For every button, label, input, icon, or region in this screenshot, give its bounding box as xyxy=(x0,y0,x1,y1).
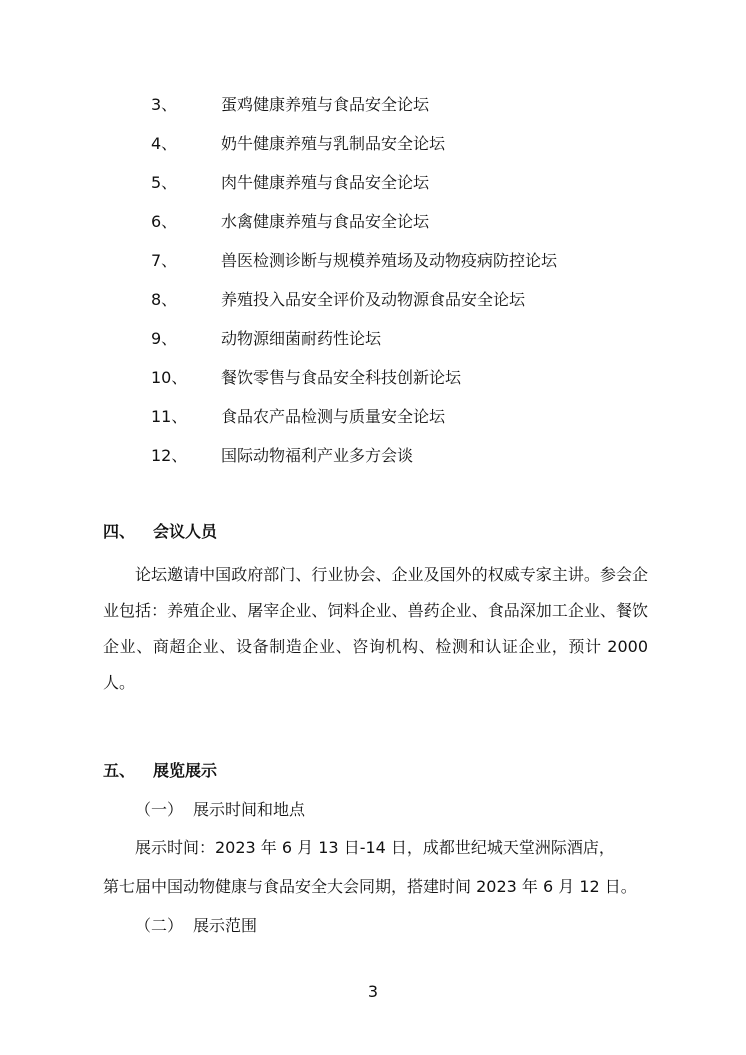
list-item-number: 12、 xyxy=(151,446,188,465)
forum-list-item xyxy=(0,247,746,275)
list-item-number: 6、 xyxy=(151,212,178,231)
body-line: 展示时间：2023 年 6 月 13 日-14 日，成都世纪城天堂洲际酒店， xyxy=(135,838,615,857)
subsection-number: （二） xyxy=(135,916,184,935)
list-item-text: 动物源细菌耐药性论坛 xyxy=(221,329,382,348)
list-item-number: 9、 xyxy=(151,329,178,348)
subsection-title: 展示时间和地点 xyxy=(193,800,306,819)
list-item-number: 3、 xyxy=(151,95,178,114)
forum-list-item xyxy=(0,325,746,353)
subsection-heading xyxy=(135,912,257,940)
section-heading xyxy=(103,518,217,546)
list-item-number: 8、 xyxy=(151,290,178,309)
forum-list-item xyxy=(0,169,746,197)
list-item-text: 养殖投入品安全评价及动物源食品安全论坛 xyxy=(221,290,526,309)
forum-list-item xyxy=(0,91,746,119)
list-item-text: 肉牛健康养殖与食品安全论坛 xyxy=(221,173,430,192)
section-heading xyxy=(103,757,217,785)
list-item-number: 7、 xyxy=(151,251,178,270)
section-number: 四、 xyxy=(103,522,136,541)
subsection-heading xyxy=(135,796,305,824)
forum-list-item xyxy=(0,403,746,431)
list-item-text: 兽医检测诊断与规模养殖场及动物疫病防控论坛 xyxy=(221,251,558,270)
list-item-number: 11、 xyxy=(151,407,188,426)
forum-list-item xyxy=(0,208,746,236)
list-item-text: 国际动物福利产业多方会谈 xyxy=(221,446,414,465)
subsection-number: （一） xyxy=(135,800,184,819)
list-item-text: 水禽健康养殖与食品安全论坛 xyxy=(221,212,430,231)
forum-list-item xyxy=(0,286,746,314)
section-title: 会议人员 xyxy=(153,522,218,541)
page-number: 3 xyxy=(367,982,379,1001)
list-item-text: 奶牛健康养殖与乳制品安全论坛 xyxy=(221,134,446,153)
section-number: 五、 xyxy=(103,761,136,780)
list-item-number: 5、 xyxy=(151,173,178,192)
list-item-text: 蛋鸡健康养殖与食品安全论坛 xyxy=(221,95,430,114)
list-item-text: 食品农产品检测与质量安全论坛 xyxy=(221,407,446,426)
subsection-title: 展示范围 xyxy=(193,916,258,935)
body-line: 第七届中国动物健康与食品安全大会同期，搭建时间 2023 年 6 月 12 日。 xyxy=(103,877,637,896)
forum-list-item xyxy=(0,364,746,392)
list-item-text: 餐饮零售与食品安全科技创新论坛 xyxy=(221,368,462,387)
forum-list-item xyxy=(0,442,746,470)
list-item-number: 4、 xyxy=(151,134,178,153)
list-item-number: 10、 xyxy=(151,368,188,387)
section-paragraph: 论坛邀请中国政府部门、行业协会、企业及国外的权威专家主讲。参会企业包括：养殖企业、屠宰企业、饲料企业、兽药企业、食品深加工企业、餐饮企业、商超企业、设备制造企业、咨询机构、检测和认证企业，预计 2000 人。 xyxy=(103,565,648,692)
section-title: 展览展示 xyxy=(153,761,218,780)
forum-list-item xyxy=(0,130,746,158)
